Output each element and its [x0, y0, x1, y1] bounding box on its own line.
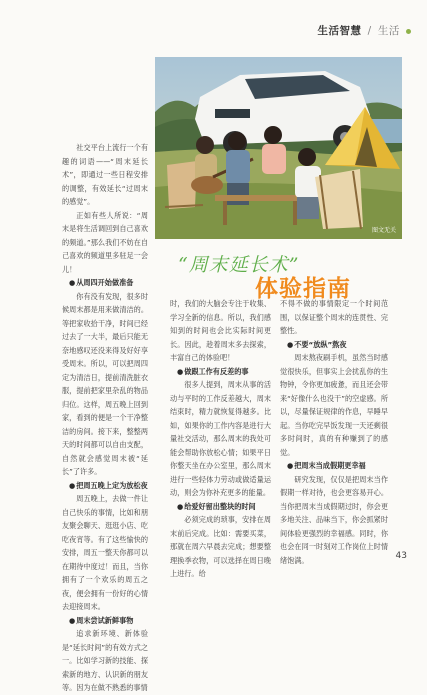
title-line-1: “周末延长术”: [178, 254, 300, 276]
paragraph: 周五晚上，去做一件让自己快乐的事情，比如和朋友聚会聊天、逛逛小店、吃吃夜宵等。有了这些愉快的安排，周五一整天你都可以在期待中度过！而且，当你拥有了一个欢乐的周五之夜，便会拥有一份好的心情去迎接周末。: [62, 494, 148, 611]
header-subsection: 生活: [377, 25, 400, 37]
section-heading: ●把周五晚上定为放松夜: [69, 480, 148, 490]
paragraph: 必须完成的琐事，安排在周末前后完成。比如：需要买菜，那就在周六早晨去完成；想要整理换季衣物，可以选择在周日晚上进行。给: [170, 515, 271, 578]
header-dot-icon: [406, 29, 411, 34]
section-heading: ●做跟工作有反差的事: [177, 366, 249, 376]
photo-credit: 图文无关: [371, 227, 396, 234]
page-header: [317, 23, 411, 38]
camping-photo: [155, 57, 402, 239]
text-column-2: [170, 297, 271, 581]
section-heading: ●周末尝试新鲜事物: [69, 615, 134, 625]
paragraph: 周末熬夜刷手机，虽然当时感觉很快乐，但事实上会扰乱你的生物钟，令你更加疲惫，而且还会带来“好像什么也没干”的空虚感。所以，尽量保证规律的作息，早睡早起。当你吃完早饭发现一天还剩很多时间时，真的有种赚到了的感觉。: [280, 353, 388, 457]
bullet-icon: ●: [69, 278, 76, 287]
camping-illustration: [155, 57, 402, 239]
paragraph: 很多人提到，周末从事的活动与平时的工作反差越大，周末结束时，精力就恢复得越多。比如，如果你的工作内容是进行大量社交活动，那么周末的我处可能会帮助你放松心情；如果平日你整天坐在办公室里，那么周末进行一些轻体力劳动或做适量运动，则会为你补充更多的能量。: [170, 380, 271, 497]
paragraph: 正如有些人所说：“周末是将生活调回到自己喜欢的频道。”那么我们不妨在自己喜欢的频道里多驻足一会儿！: [62, 210, 148, 274]
paragraph: 你有没有发现，很多时候周末都是用来做清洁的。等把家收拾干净，时间已经过去了一大半，最后只能无奈地感叹还没来得及好好享受周末。所以，可以把周四定为清洁日，提前清洗脏衣服，提前把家里杂乱的物品归位。这样，周五晚上回到家，看到的便是一个干净整洁的房间。接下来，整整两天的时间都可以自由支配，自然就会感觉周末被“延长”了许多。: [62, 291, 148, 476]
bullet-icon: ●: [69, 480, 76, 490]
title-line-2: 体验指南: [255, 275, 351, 302]
page-number: 43: [395, 551, 407, 561]
bullet-icon: ●: [177, 366, 184, 376]
section-heading: ●把周末当成假期更幸福: [287, 461, 366, 470]
text-column-1: [62, 141, 148, 695]
bullet-icon: ●: [287, 339, 294, 349]
paragraph: 时，我们的大脑会专注于收集、学习全新的信息。所以，我们感知到的时间也会比实际时间更长。因此，趁着周末多去探索，丰富自己的体验吧！: [170, 299, 271, 362]
section-heading: ●不要“放纵”熬夜: [287, 339, 347, 349]
text-column-3: [280, 297, 388, 567]
paragraph: 研究发现，仅仅是把周末当作假期一样对待，也会更容易开心。当你把周末当成假期过时，你会更多地关注、品味当下，你会抓紧时间体验更强烈的幸福感。同时，你也会在同一时刻对工作岗位上时情绪饱满。: [280, 474, 388, 565]
header-separator: /: [367, 25, 372, 37]
header-section: 生活智慧: [317, 25, 362, 37]
bullet-icon: ●: [69, 615, 76, 625]
paragraph: 社交平台上流行一个有趣的词语——“周末延长术”，即通过一些日程安排的调整，有效延长“过周末的感觉”。: [62, 143, 148, 206]
paragraph: 不得不做的事情限定一个时间范围，以保证整个周末的连贯性、完整性。: [280, 299, 388, 335]
bullet-icon: ●: [177, 501, 184, 511]
bullet-icon: ●: [287, 461, 294, 470]
section-heading: ●给爱好留出整块的时间: [177, 501, 256, 511]
section-heading: ●从周四开始做准备: [69, 278, 134, 287]
paragraph: 追求新环境、新体验是“延长时间”的有效方式之一。比如学习新的技能、探索新的地方、认识新的朋友等。因为在做不熟悉的事情: [62, 629, 148, 692]
